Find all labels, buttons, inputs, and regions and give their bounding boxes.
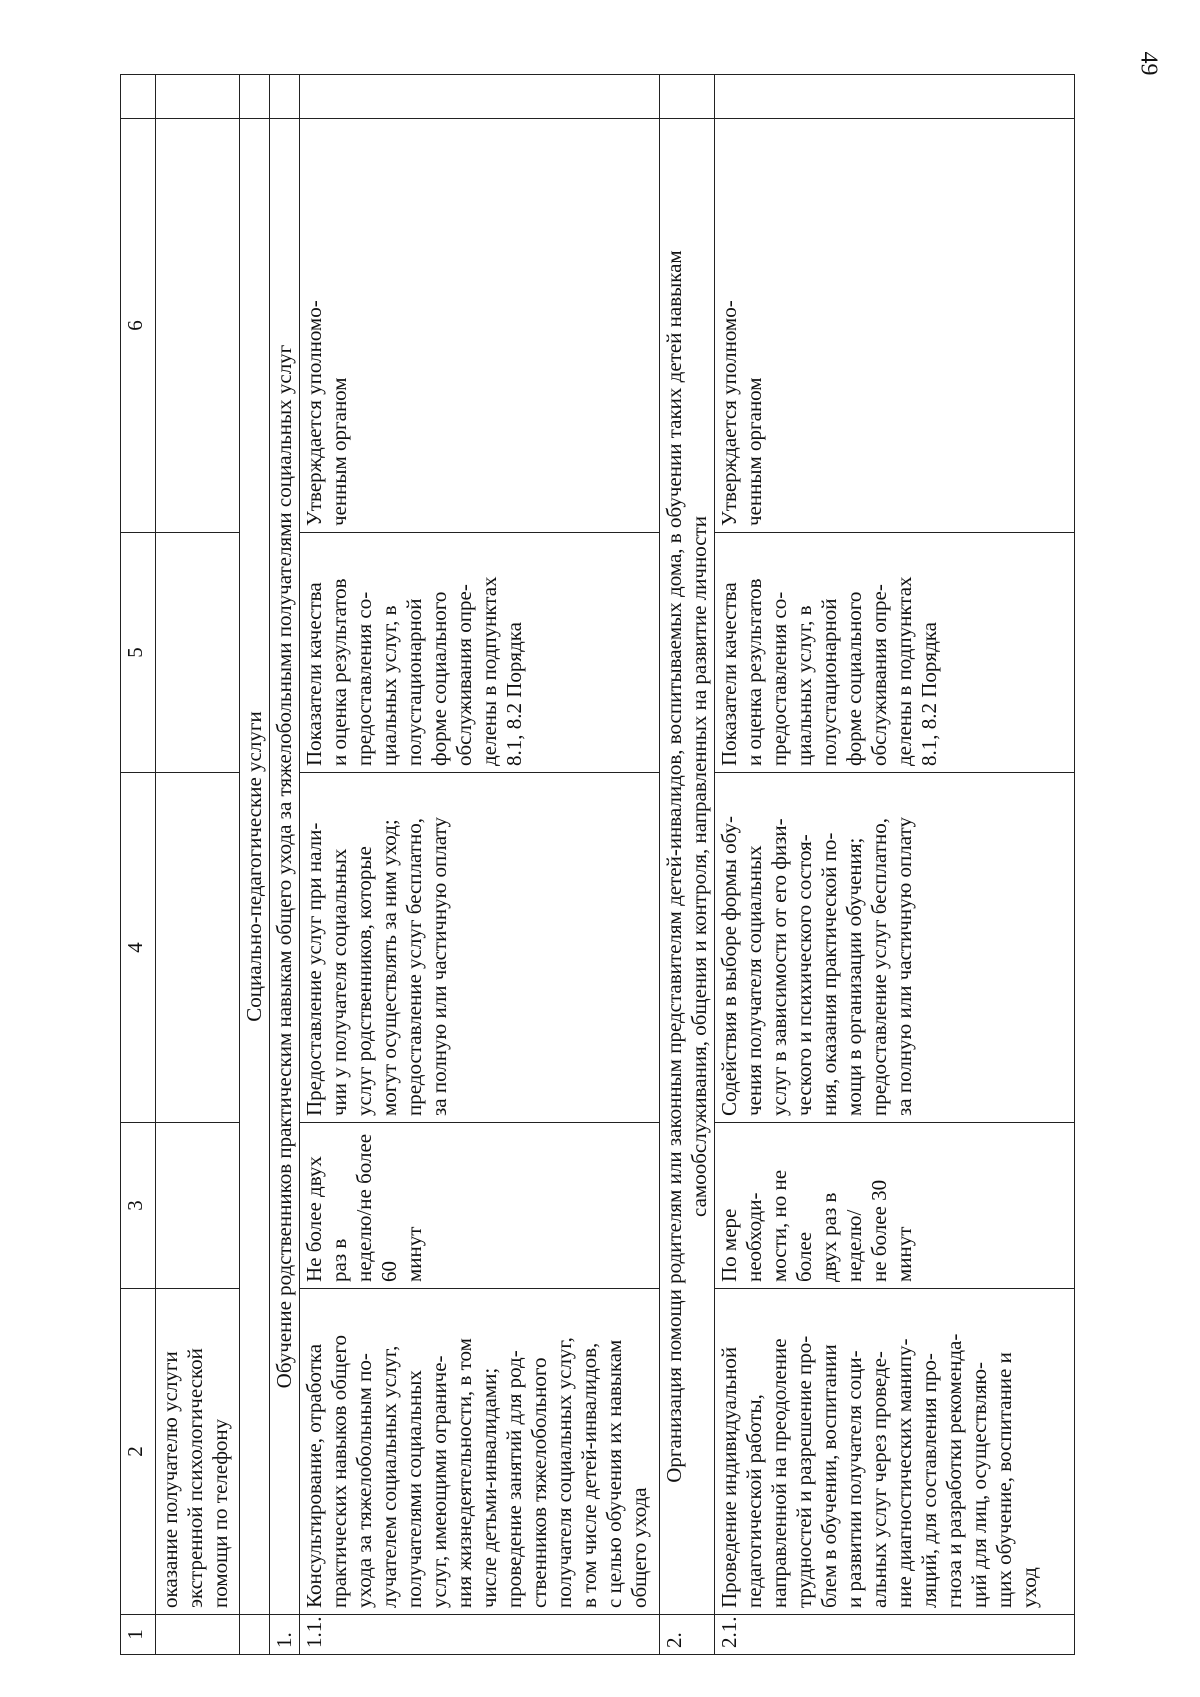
group-number: 2. [660, 1615, 715, 1655]
services-table [120, 74, 1075, 1655]
group-title: Организация помощи родителям или законным представителям детей-инвалидов, воспитываемых дома, в обучении таких детей навыкам самообслуживания, общения и контроля, направленных на развитие личности [660, 119, 715, 1615]
frequency-cell: По мере необходи- мости, но не более двух раз в неделю/ не более 30 минут [715, 1123, 1075, 1289]
column-number: 5 [121, 533, 156, 773]
table-cell [156, 1123, 240, 1289]
column-number: 1 [121, 1615, 156, 1655]
service-description-cell: оказание получателю услуги экстренной психологической помощи по телефону [156, 1289, 240, 1615]
conditions-cell: Предоставление услуг при нали- чии у получателя социальных услуг родственников, которые могут осуществлять за ним уход; предоставление услуг бесплатно, за полную или частичную оплату [300, 773, 660, 1123]
blank-cell [240, 75, 270, 119]
quality-indicators-cell: Показатели качества и оценка результатов предоставления со- циальных услуг, в полустационарной форме социального обслуживания опре- делены в подпунктах 8.1, 8.2 Порядка [715, 533, 1075, 773]
blank-cell [660, 75, 715, 119]
table-cell [240, 1615, 270, 1655]
approval-cell: Утверждается уполномо- ченным органом [300, 119, 660, 533]
group-header-row [270, 75, 300, 1655]
approval-cell: Утверждается уполномо- ченным органом [715, 119, 1075, 533]
group-header-row [660, 75, 715, 1655]
item-number: 2.1. [715, 1615, 1075, 1655]
table-cell [156, 119, 240, 533]
table-row [156, 75, 240, 1655]
section-header-row [240, 75, 270, 1655]
blank-cell [300, 75, 660, 119]
blank-cell [156, 75, 240, 119]
blank-cell [270, 75, 300, 119]
column-number: 3 [121, 1123, 156, 1289]
blank-cell [121, 75, 156, 119]
service-description-cell: Проведение индивидуальной педагогической работы, направленной на преодоление трудностей и разрешение про- блем в обучении, воспитании и развитии получателя соци- альных услуг через проведе- ние диагностических манипу- ляций, для составления про- гноза и разработки рекоменда- ций для лиц, осуществляю- щих обучение, воспитание и уход [715, 1289, 1075, 1615]
table-row [715, 75, 1075, 1655]
quality-indicators-cell: Показатели качества и оценка результатов предоставления со- циальных услуг, в полустационарной форме социального обслуживания опре- делены в подпунктах 8.1, 8.2 Порядка [300, 533, 660, 773]
group-number: 1. [270, 1615, 300, 1655]
column-number: 2 [121, 1289, 156, 1615]
table-cell [156, 1615, 240, 1655]
item-number: 1.1. [300, 1615, 660, 1655]
column-number: 6 [121, 119, 156, 533]
table-cell [156, 533, 240, 773]
table-cell [156, 773, 240, 1123]
rotated-page-content [80, 95, 1200, 1655]
frequency-cell: Не более двух раз в неделю/не более 60 минут [300, 1123, 660, 1289]
blank-cell [715, 75, 1075, 119]
group-title: Обучение родственников практическим навыкам общего ухода за тяжелобольными получателями социальных услуг [270, 119, 300, 1615]
column-number-row [121, 75, 156, 1655]
table-row [300, 75, 660, 1655]
page-number: 49 [1135, 51, 1162, 76]
conditions-cell: Содействия в выборе формы обу- чения получателя социальных услуг в зависимости от его физи- ческого и психического состоя- ния, оказания практической по- мощи в организации обучения; предоставление услуг бесплатно, за полную или частичную оплату [715, 773, 1075, 1123]
service-description-cell: Консультирование, отработка практических навыков общего ухода за тяжелобольным по- лучателем социальных услуг, получателями социальных услуг, имеющими ограниче- ния жизнедеятельности, в том числе детьми-инвалидами; проведение занятий для род- ственников тяжелобольного получателя социальных услуг, в том числе детей-инвалидов, с целью обучения их навыкам общего ухода [300, 1289, 660, 1615]
column-number: 4 [121, 773, 156, 1123]
section-title: Социально-педагогические услуги [240, 119, 270, 1615]
